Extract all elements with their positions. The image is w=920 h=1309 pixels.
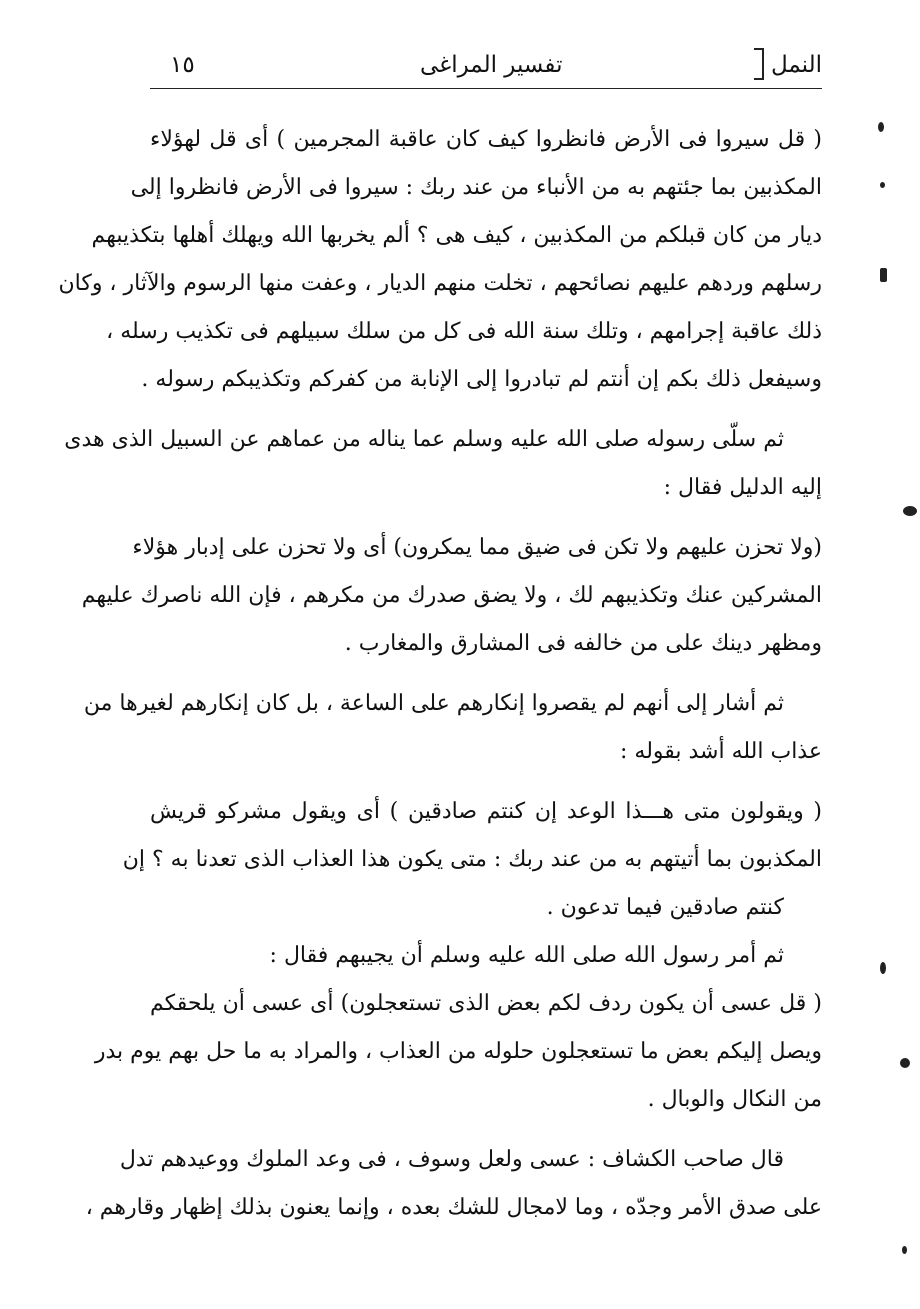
text-line: ويصل إليكم بعض ما تستعجلون حلوله من العذاب ، والمراد به ما حل بهم يوم بدر bbox=[94, 1039, 822, 1064]
text-line: (ولا تحزن عليهم ولا تكن فى ضيق مما يمكرون) أى ولا تحزن على إدبار هؤلاء bbox=[132, 535, 822, 560]
page-header bbox=[150, 44, 822, 89]
text-line: كنتم صادقين فيما تدعون . bbox=[546, 895, 784, 920]
text-line: عذاب الله أشد بقوله : bbox=[620, 739, 822, 764]
text-line: ومظهر دينك على من خالفه فى المشارق والمغارب . bbox=[344, 631, 822, 656]
text-line: ( قل سيروا فى الأرض فانظروا كيف كان عاقبة المجرمين ) أى قل لهؤلاء bbox=[150, 127, 822, 152]
header-bracket bbox=[754, 48, 764, 80]
text-line: ( قل عسى أن يكون ردف لكم بعض الذى تستعجلون) أى عسى أن يلحقكم bbox=[150, 991, 822, 1016]
text-line: المشركين عنك وتكذيبهم لك ، ولا يضق صدرك من مكرهم ، فإن الله ناصرك عليهم bbox=[81, 583, 822, 608]
scan-mark bbox=[880, 962, 886, 974]
text-line: ديار من كان قبلكم من المكذبين ، كيف هى ؟ ألم يخربها الله ويهلك أهلها بتكذيبهم bbox=[91, 223, 822, 248]
text-line: المكذبين بما جئتهم به من الأنباء من عند ربك : سيروا فى الأرض فانظروا إلى bbox=[130, 175, 822, 200]
text-line: ثم أشار إلى أنهم لم يقصروا إنكارهم على الساعة ، بل كان إنكارهم لغيرها من bbox=[83, 691, 784, 716]
text-line: ثم سلّى رسوله صلى الله عليه وسلم عما يناله من عماهم عن السبيل الذى هدى bbox=[64, 427, 784, 452]
book-title: تفسير المراغى bbox=[420, 52, 563, 78]
scan-mark bbox=[902, 1246, 907, 1254]
text-line: وسيفعل ذلك بكم إن أنتم لم تبادروا إلى الإنابة من كفركم وتكذيبكم رسوله . bbox=[141, 367, 822, 392]
body-text bbox=[58, 116, 822, 1232]
text-line: رسلهم وردهم عليهم نصائحهم ، تخلت منهم الديار ، وعفت منها الرسوم والآثار ، وكان bbox=[58, 271, 822, 296]
text-line: إليه الدليل فقال : bbox=[663, 475, 822, 500]
text-line: ذلك عاقبة إجرامهم ، وتلك سنة الله فى كل من سلك سبيلهم فى تكذيب رسله ، bbox=[106, 319, 822, 344]
text-line: قال صاحب الكشاف : عسى ولعل وسوف ، فى وعد الملوك ووعيدهم تدل bbox=[119, 1147, 784, 1172]
text-line: ثم أمر رسول الله صلى الله عليه وسلم أن يجيبهم فقال : bbox=[269, 943, 784, 968]
text-line: من النكال والوبال . bbox=[647, 1087, 822, 1112]
scan-mark bbox=[900, 1058, 910, 1068]
surah-name: النمل bbox=[770, 52, 822, 78]
page-number: ١٥ bbox=[170, 52, 195, 78]
text-line: على صدق الأمر وجدّه ، وما لامجال للشك بعده ، وإنما يعنون بذلك إظهار وقارهم ، bbox=[85, 1195, 822, 1220]
text-line: المكذبون بما أتيتهم به من عند ربك : متى يكون هذا العذاب الذى تعدنا به ؟ إن bbox=[122, 847, 822, 872]
scan-mark bbox=[880, 268, 887, 282]
scan-mark bbox=[880, 182, 885, 188]
scan-mark bbox=[903, 506, 917, 516]
text-line: ( ويقولون متى هـــذا الوعد إن كنتم صادقين ) أى ويقول مشركو قريش bbox=[150, 799, 822, 824]
scan-mark bbox=[878, 122, 884, 132]
